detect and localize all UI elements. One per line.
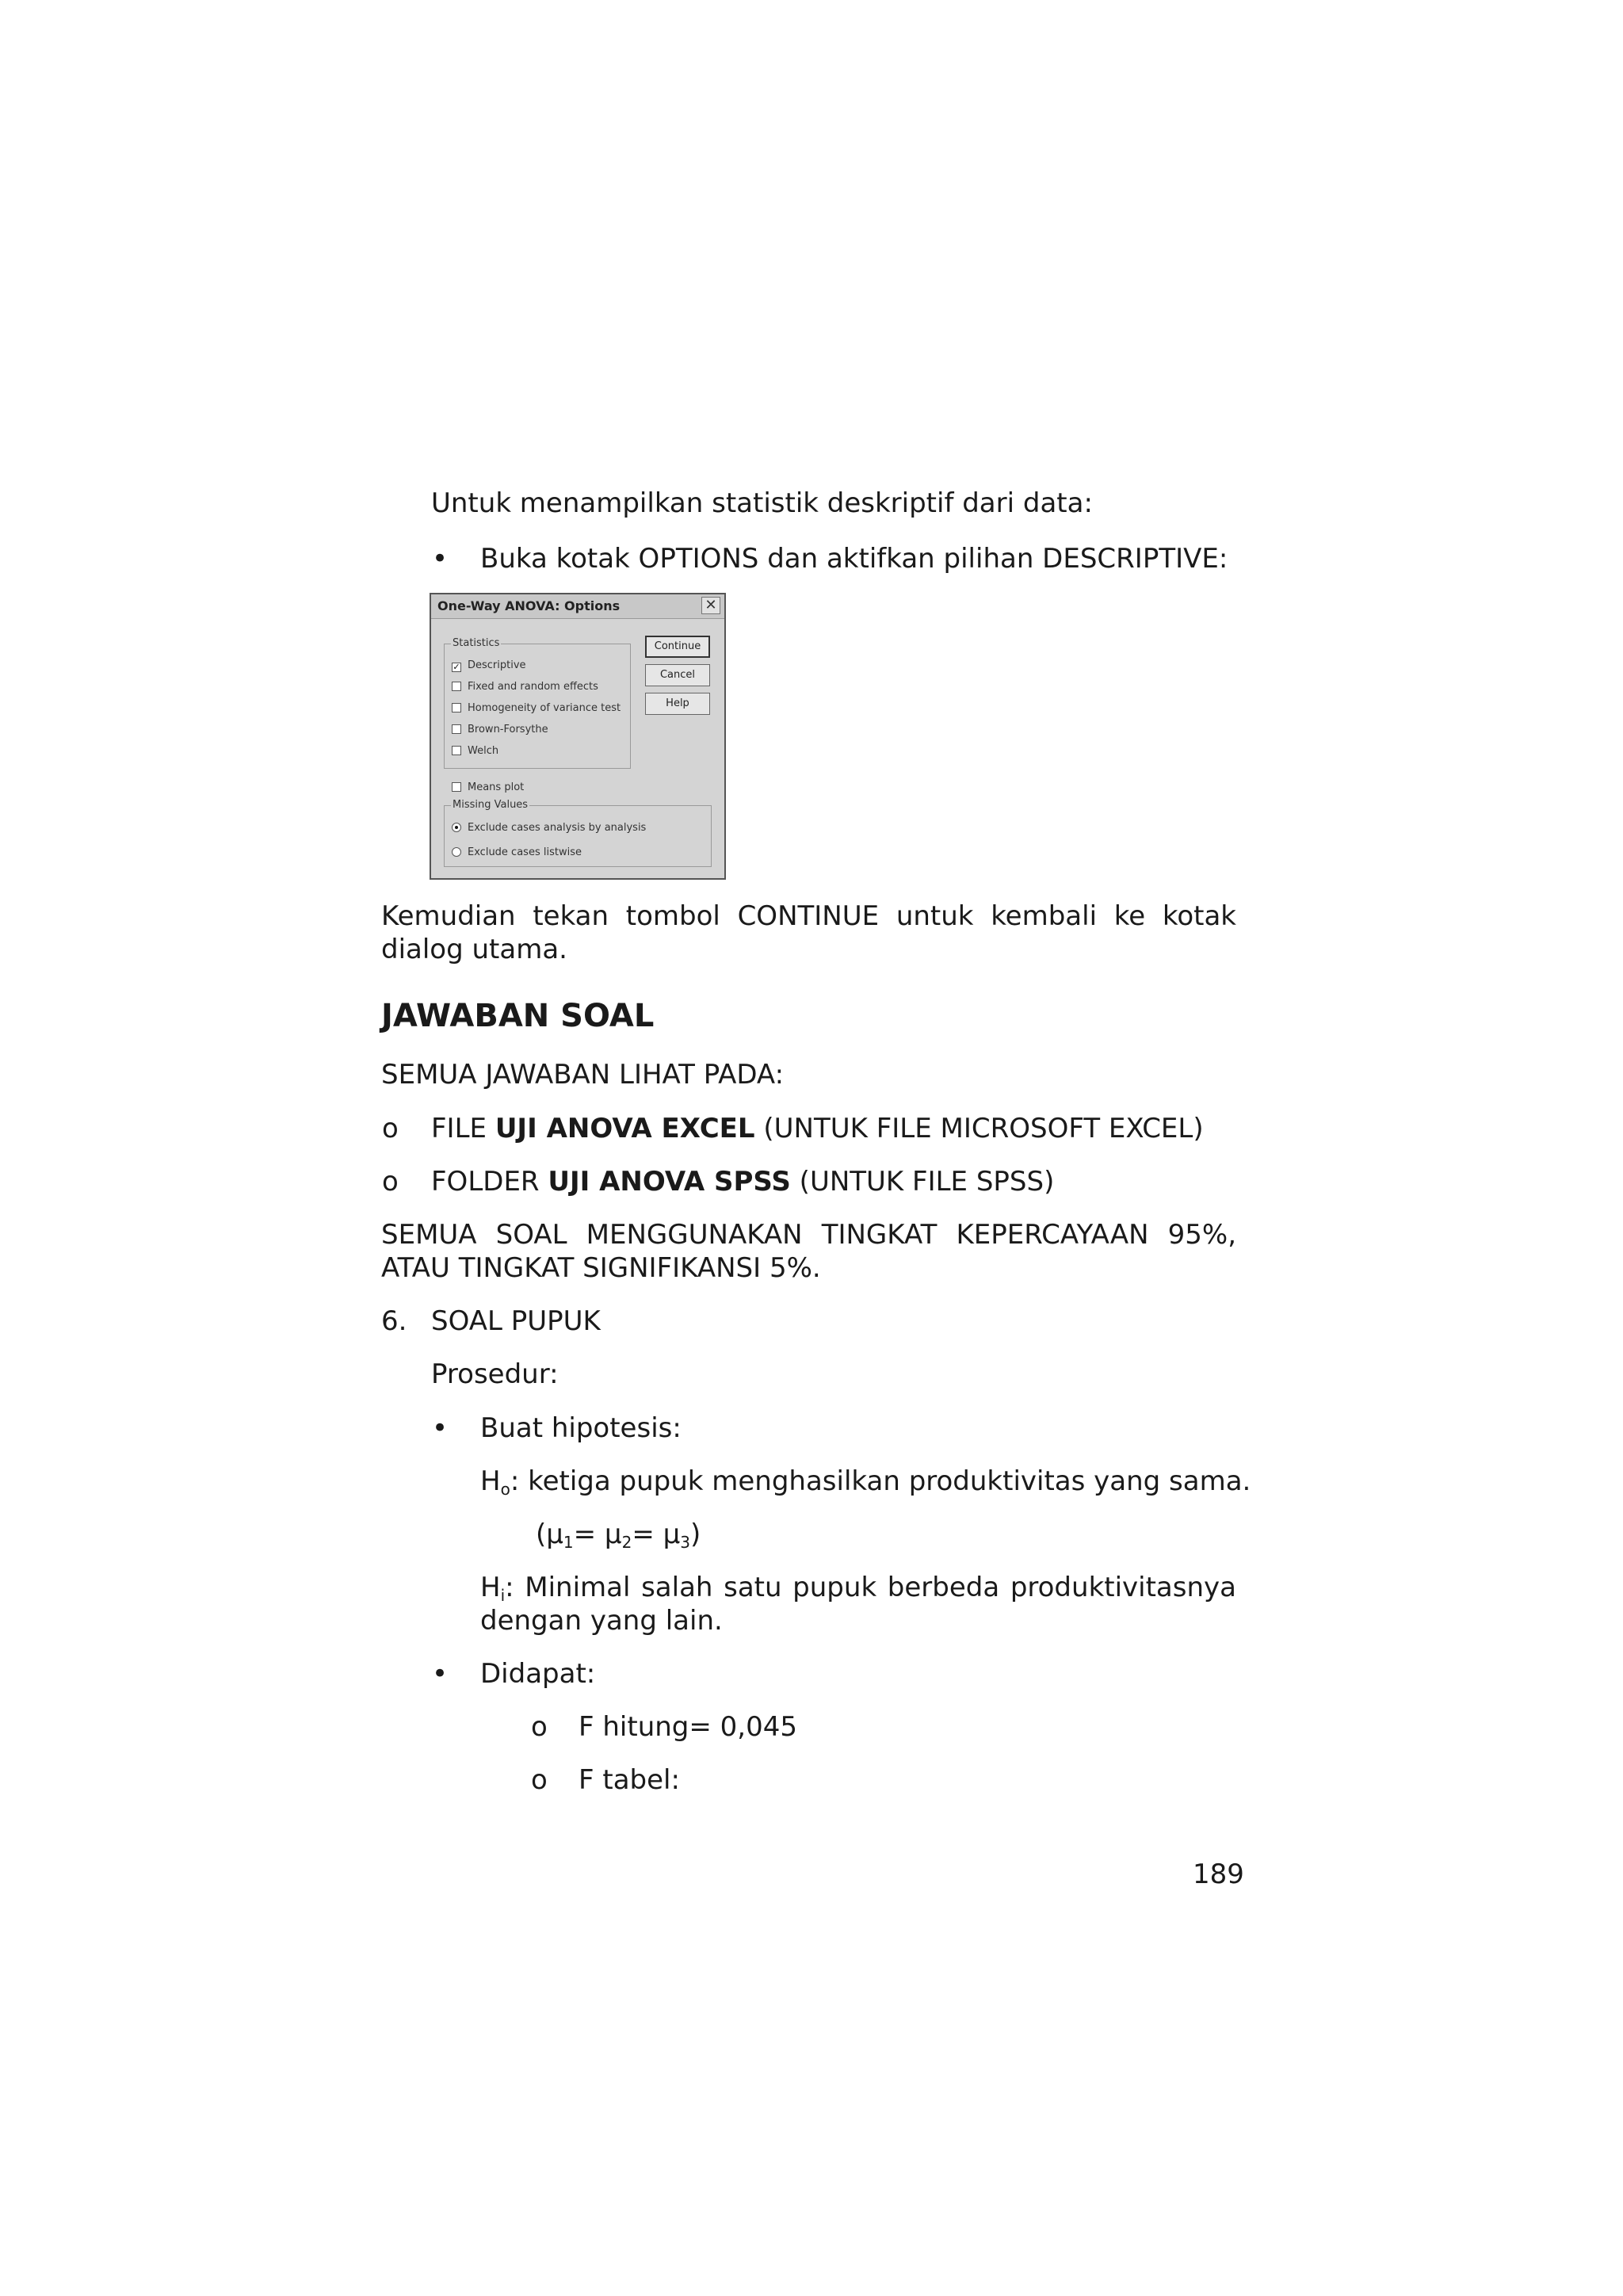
page-number: 189 xyxy=(1193,1859,1244,1890)
fixed-random-checkbox[interactable] xyxy=(452,682,461,691)
homogeneity-checkbox[interactable] xyxy=(452,703,461,712)
item-title: SOAL PUPUK xyxy=(431,1305,601,1337)
circle-bullet: o xyxy=(531,1764,548,1796)
exclude-listwise-radio[interactable] xyxy=(452,847,461,857)
help-button[interactable]: Help xyxy=(645,693,710,715)
item-number: 6. xyxy=(381,1305,407,1337)
exclude-analysis-radio[interactable] xyxy=(452,823,461,832)
prosedur-text: Prosedur: xyxy=(431,1358,559,1390)
welch-option[interactable]: Welch xyxy=(452,745,498,758)
cancel-button[interactable]: Cancel xyxy=(645,664,710,686)
homogeneity-option[interactable]: Homogeneity of variance test xyxy=(452,702,621,715)
file-line: FILE UJI ANOVA EXCEL (UNTUK FILE MICROSOFT EXCEL) xyxy=(431,1113,1204,1144)
exclude-analysis-option[interactable]: Exclude cases analysis by analysis xyxy=(452,822,646,835)
semua-jawaban-text: SEMUA JAWABAN LIHAT PADA: xyxy=(381,1059,785,1091)
bullet: • xyxy=(432,543,449,575)
missing-values-label: Missing Values xyxy=(453,799,529,811)
means-plot-checkbox[interactable] xyxy=(452,782,461,792)
dialog-title: One-Way ANOVA: Options xyxy=(437,598,621,613)
section-heading: JAWABAN SOAL xyxy=(381,998,655,1034)
circle-bullet: o xyxy=(382,1166,399,1198)
options-instruction: Buka kotak OPTIONS dan aktifkan pilihan DESCRIPTIVE: xyxy=(480,543,1228,575)
bullet: • xyxy=(432,1658,449,1690)
after-dialog-text: Kemudian tekan tombol CONTINUE untuk kembali ke kotak dialog utama. xyxy=(381,900,1236,965)
welch-checkbox[interactable] xyxy=(452,746,461,755)
anova-options-dialog xyxy=(430,593,726,880)
fixed-random-option[interactable]: Fixed and random effects xyxy=(452,681,598,693)
continue-button[interactable]: Continue xyxy=(645,636,710,658)
brown-forsythe-option[interactable]: Brown-Forsythe xyxy=(452,724,548,736)
close-icon[interactable]: ✕ xyxy=(701,597,720,614)
brown-forsythe-checkbox[interactable] xyxy=(452,724,461,734)
exclude-listwise-option[interactable]: Exclude cases listwise xyxy=(452,846,582,859)
circle-bullet: o xyxy=(382,1113,399,1144)
descriptive-checkbox[interactable]: ✓ xyxy=(453,662,460,672)
descriptive-option[interactable]: ✓ Descriptive xyxy=(453,659,526,672)
f-tabel-text: F tabel: xyxy=(579,1764,680,1796)
buat-hipotesis-text: Buat hipotesis: xyxy=(480,1412,682,1444)
means-plot-option[interactable]: Means plot xyxy=(452,781,524,794)
statistics-group-label: Statistics xyxy=(453,637,500,649)
semua-soal-text: SEMUA SOAL MENGGUNAKAN TINGKAT KEPERCAYAAN 95%, ATAU TINGKAT SIGNIFIKANSI 5%. xyxy=(381,1219,1236,1284)
dialog-title-bar xyxy=(431,594,724,619)
bullet: • xyxy=(432,1412,449,1444)
h1-hypothesis: $H_i$: Minimal salah satu pupuk berbeda produktivitasnya dengan yang lain. xyxy=(480,1572,1236,1637)
h0-hypothesis: $H_o$: ketiga pupuk menghasilkan produktivitas yang sama. xyxy=(480,1465,1251,1499)
didapat-text: Didapat: xyxy=(480,1658,596,1690)
circle-bullet: o xyxy=(531,1711,548,1743)
folder-line: FOLDER UJI ANOVA SPSS (UNTUK FILE SPSS) xyxy=(431,1166,1055,1198)
mu-equation: $(\mu_1= \mu_2= \mu_3)$ xyxy=(536,1519,701,1552)
f-hitung-text: F hitung= 0,045 xyxy=(579,1711,798,1743)
intro-text: Untuk menampilkan statistik deskriptif dari data: xyxy=(431,487,1093,519)
